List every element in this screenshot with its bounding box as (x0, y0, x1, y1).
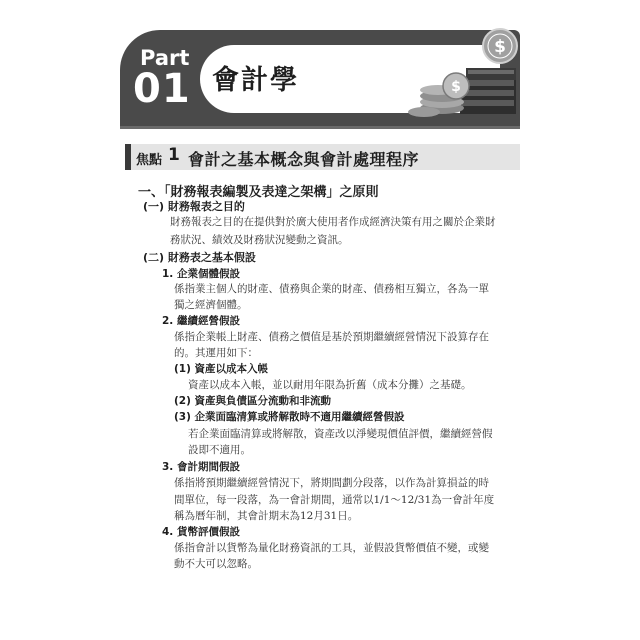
paragraph-line: 財務報表之目的在提供對於廣大使用者作成經濟決策有用之關於企業財 (170, 216, 496, 228)
assumption-heading-1: 1. 企業個體假設 (162, 268, 240, 280)
dollar-coin-icon (483, 29, 517, 63)
money-illustration (402, 28, 520, 124)
svg-text:$: $ (494, 37, 506, 57)
sub-item-heading: (3) 企業面臨清算或將解散時不適用繼續經營假設 (174, 411, 405, 423)
paragraph-line: 獨之經濟個體。 (174, 299, 248, 311)
paragraph-line: 務狀況、績效及財務狀況變動之資訊。 (170, 234, 349, 246)
paragraph-line: 係指企業帳上財產、債務之價值是基於預期繼續經營情況下設算存在 (174, 331, 489, 343)
svg-text:$: $ (451, 79, 461, 95)
part-label: Part (140, 46, 190, 70)
paragraph-line: 若企業面臨清算或將解散，資產改以淨變現價值評價，繼續經營假 (188, 428, 493, 440)
part-number: 01 (133, 66, 191, 112)
paragraph-line: 係指將預期繼續經營情況下，將期間劃分段落，以作為計算損益的時 (174, 477, 489, 489)
section-heading: 一、「財務報表編製及表達之架構」之原則 (138, 185, 379, 200)
banner-divider (120, 126, 520, 129)
paragraph-line: 係指業主個人的財產、債務與企業的財產、債務相互獨立，各為一單 (174, 283, 489, 295)
paragraph-line: 間單位，每一段落，為一會計期間，通常以1/1～12/31為一會計年度 (174, 494, 495, 506)
assumption-heading-2: 2. 繼續經營假設 (162, 315, 240, 327)
subsection-heading-2: (二) 財務表之基本假設 (143, 251, 256, 264)
paragraph-line: 的。其運用如下： (174, 347, 258, 359)
sub-item-heading: (2) 資產與負債區分流動和非流動 (174, 395, 332, 407)
paragraph-line: 動不大可以忽略。 (174, 558, 258, 570)
paragraph-line: 資產以成本入帳，並以耐用年限為折舊（成本分攤）之基礎。 (188, 379, 472, 391)
coin-stack-icon (408, 73, 469, 117)
chapter-title: 會計學 (212, 65, 299, 96)
sub-item-heading: (1) 資產以成本入帳 (174, 363, 269, 375)
focus-number: 1 (168, 145, 180, 165)
paragraph-line: 設即不適用。 (188, 444, 251, 456)
focus-title: 會計之基本概念與會計處理程序 (188, 150, 420, 169)
subsection-heading-1: (一) 財務報表之目的 (143, 200, 245, 213)
assumption-heading-3: 3. 會計期間假設 (162, 461, 240, 473)
assumption-heading-4: 4. 貨幣評價假設 (162, 526, 240, 538)
paragraph-line: 稱為曆年制，其會計期末為12月31日。 (174, 510, 359, 522)
focus-label: 焦點 (136, 153, 163, 168)
paragraph-line: 係指會計以貨幣為量化財務資訊的工具，並假設貨幣價值不變，或變 (174, 542, 489, 554)
